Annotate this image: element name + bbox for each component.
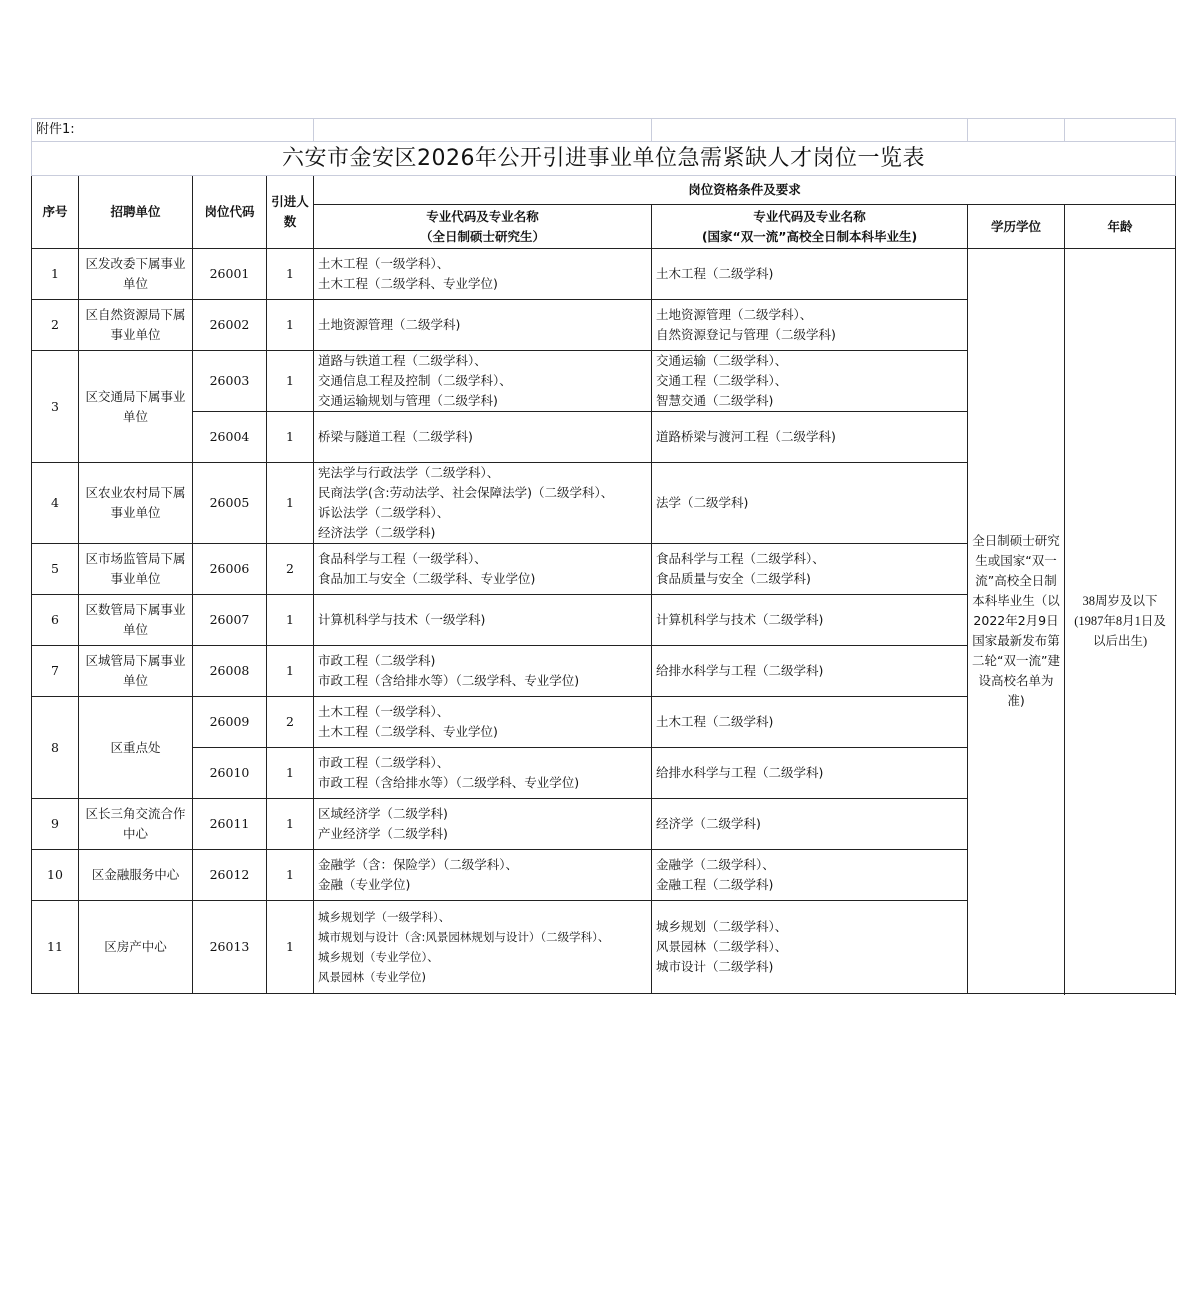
code-cell: 26007 (193, 595, 267, 646)
count-cell: 1 (267, 300, 314, 351)
empty-cell (1065, 119, 1176, 142)
positions-sheet (31, 118, 1175, 994)
table-row (32, 249, 1176, 300)
count-cell: 2 (267, 544, 314, 595)
seq-cell: 1 (32, 249, 79, 300)
master-major-cell: 土地资源管理（二级学科) (314, 300, 652, 351)
bachelor-major-cell: 土木工程（二级学科) (652, 249, 968, 300)
attachment-label: 附件1: (32, 119, 314, 142)
bachelor-major-cell: 计算机科学与技术（二级学科) (652, 595, 968, 646)
seq-cell: 9 (32, 799, 79, 850)
count-cell: 1 (267, 748, 314, 799)
count-cell: 1 (267, 249, 314, 300)
master-major-cell: 土木工程（一级学科）、 土木工程（二级学科、专业学位) (314, 697, 652, 748)
empty-cell (968, 119, 1065, 142)
attachment-row (32, 119, 1176, 142)
count-cell: 1 (267, 646, 314, 697)
master-major-cell: 金融学（含：保险学）（二级学科）、 金融（专业学位) (314, 850, 652, 901)
code-cell: 26010 (193, 748, 267, 799)
master-major-cell: 宪法学与行政法学（二级学科）、 民商法学(含:劳动法学、社会保障法学)（二级学科）、 诉讼法学（二级学科）、 经济法学（二级学科) (314, 463, 652, 544)
code-cell: 26004 (193, 412, 267, 463)
page-title: 六安市金安区2026年公开引进事业单位急需紧缺人才岗位一览表 (32, 142, 1176, 176)
header-seq: 序号 (32, 176, 79, 249)
header-age: 年龄 (1065, 205, 1176, 249)
header-qualification-group: 岗位资格条件及要求 (314, 176, 1176, 205)
unit-cell: 区数管局下属事业单位 (79, 595, 193, 646)
header-code: 岗位代码 (193, 176, 267, 249)
count-cell: 2 (267, 697, 314, 748)
unit-cell: 区发改委下属事业单位 (79, 249, 193, 300)
unit-cell: 区市场监管局下属事业单位 (79, 544, 193, 595)
count-cell: 1 (267, 799, 314, 850)
header-count: 引进人数 (267, 176, 314, 249)
count-cell: 1 (267, 412, 314, 463)
seq-cell: 10 (32, 850, 79, 901)
unit-cell: 区农业农村局下属事业单位 (79, 463, 193, 544)
master-major-cell: 市政工程（二级学科）、 市政工程（含给排水等）（二级学科、专业学位) (314, 748, 652, 799)
code-cell: 26011 (193, 799, 267, 850)
seq-cell: 4 (32, 463, 79, 544)
count-cell: 1 (267, 850, 314, 901)
unit-cell: 区自然资源局下属事业单位 (79, 300, 193, 351)
seq-cell: 7 (32, 646, 79, 697)
title-row (32, 142, 1176, 176)
bachelor-major-cell: 土地资源管理（二级学科）、 自然资源登记与管理（二级学科) (652, 300, 968, 351)
code-cell: 26005 (193, 463, 267, 544)
master-major-cell: 城乡规划学（一级学科）、 城市规划与设计（含:风景园林规划与设计）（二级学科）、 城乡规划（专业学位）、 风景园林（专业学位) (314, 901, 652, 994)
code-cell: 26002 (193, 300, 267, 351)
code-cell: 26008 (193, 646, 267, 697)
master-major-cell: 计算机科学与技术（一级学科) (314, 595, 652, 646)
unit-cell: 区金融服务中心 (79, 850, 193, 901)
bachelor-major-cell: 道路桥梁与渡河工程（二级学科) (652, 412, 968, 463)
code-cell: 26013 (193, 901, 267, 994)
code-cell: 26001 (193, 249, 267, 300)
unit-cell: 区城管局下属事业单位 (79, 646, 193, 697)
code-cell: 26009 (193, 697, 267, 748)
empty-cell (652, 119, 968, 142)
bachelor-major-cell: 土木工程（二级学科) (652, 697, 968, 748)
header-degree: 学历学位 (968, 205, 1065, 249)
code-cell: 26003 (193, 351, 267, 412)
header-bachelor-major: 专业代码及专业名称 (国家“双一流”高校全日制本科毕业生) (652, 205, 968, 249)
seq-cell: 2 (32, 300, 79, 351)
master-major-cell: 食品科学与工程（一级学科）、 食品加工与安全（二级学科、专业学位) (314, 544, 652, 595)
code-cell: 26012 (193, 850, 267, 901)
bachelor-major-cell: 法学（二级学科) (652, 463, 968, 544)
header-unit: 招聘单位 (79, 176, 193, 249)
count-cell: 1 (267, 463, 314, 544)
count-cell: 1 (267, 351, 314, 412)
seq-cell: 3 (32, 351, 79, 463)
code-cell: 26006 (193, 544, 267, 595)
master-major-cell: 市政工程（二级学科) 市政工程（含给排水等）（二级学科、专业学位) (314, 646, 652, 697)
count-cell: 1 (267, 595, 314, 646)
empty-cell (314, 119, 652, 142)
unit-cell: 区重点处 (79, 697, 193, 799)
positions-table (31, 118, 1176, 994)
header-row-1 (32, 176, 1176, 205)
unit-cell: 区房产中心 (79, 901, 193, 994)
bachelor-major-cell: 给排水科学与工程（二级学科) (652, 748, 968, 799)
master-major-cell: 土木工程（一级学科）、 土木工程（二级学科、专业学位) (314, 249, 652, 300)
unit-cell: 区长三角交流合作中心 (79, 799, 193, 850)
count-cell: 1 (267, 901, 314, 994)
seq-cell: 6 (32, 595, 79, 646)
degree-requirement: 全日制硕士研究生或国家“双一流”高校全日制本科毕业生（以2022年2月9日国家最新发布第二轮“双一流”建设高校名单为准) (968, 249, 1065, 994)
bachelor-major-cell: 经济学（二级学科) (652, 799, 968, 850)
header-master-major: 专业代码及专业名称 （全日制硕士研究生） (314, 205, 652, 249)
master-major-cell: 桥梁与隧道工程（二级学科) (314, 412, 652, 463)
unit-cell: 区交通局下属事业单位 (79, 351, 193, 463)
master-major-cell: 道路与铁道工程（二级学科）、 交通信息工程及控制（二级学科）、 交通运输规划与管理（二级学科) (314, 351, 652, 412)
bachelor-major-cell: 交通运输（二级学科）、 交通工程（二级学科）、 智慧交通（二级学科) (652, 351, 968, 412)
bachelor-major-cell: 食品科学与工程（二级学科）、 食品质量与安全（二级学科) (652, 544, 968, 595)
bachelor-major-cell: 金融学（二级学科）、 金融工程（二级学科) (652, 850, 968, 901)
master-major-cell: 区域经济学（二级学科) 产业经济学（二级学科) (314, 799, 652, 850)
bachelor-major-cell: 城乡规划（二级学科）、 风景园林（二级学科）、 城市设计（二级学科) (652, 901, 968, 994)
seq-cell: 11 (32, 901, 79, 994)
bachelor-major-cell: 给排水科学与工程（二级学科) (652, 646, 968, 697)
seq-cell: 5 (32, 544, 79, 595)
age-requirement: 38周岁及以下 (1987年8月1日及以后出生) (1065, 249, 1176, 994)
seq-cell: 8 (32, 697, 79, 799)
